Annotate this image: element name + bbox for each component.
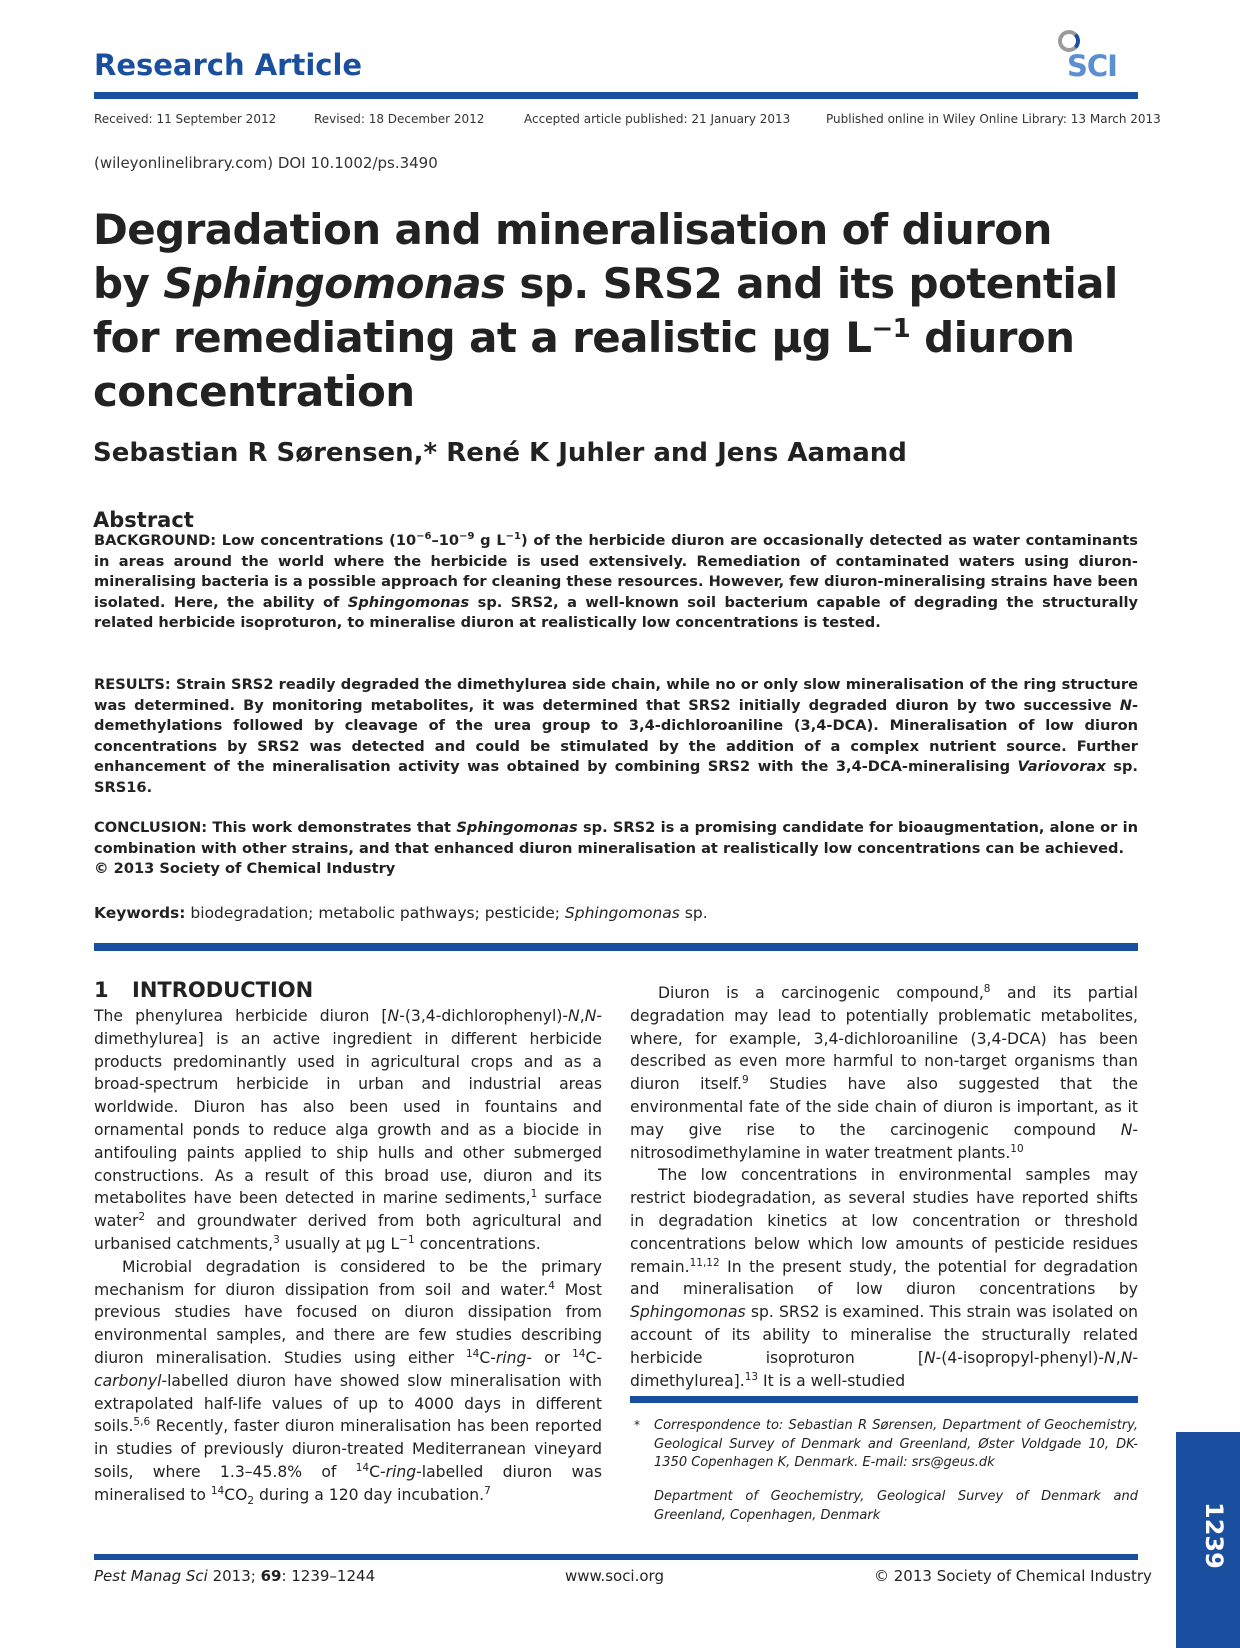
abstract-copyright: © 2013 Society of Chemical Industry [94, 860, 396, 877]
authors: Sebastian R Sørensen,* René K Juhler and Jens Aamand [93, 438, 907, 468]
doi: (wileyonlinelibrary.com) DOI 10.1002/ps.3490 [94, 154, 438, 172]
intro-paragraph-3: Diuron is a carcinogenic compound,$^8$ and its partial degradation may lead to potentially problematic metabolites, where, for example, 3,4-dichloroaniline (3,4-DCA) has been described as even more harmful to non-target organisms than diuron itself.$^9$ Studies have also suggested that the environmental fate of the side chain of diuron is important, as it may give rise to the carcinogenic compound N-nitrosodimethylamine in water treatment plants.$^{10}$ [630, 982, 1139, 1162]
footer-copyright: © 2013 Society of Chemical Industry [874, 1567, 1152, 1585]
abstract-heading: Abstract [93, 508, 194, 532]
title-line-4: concentration [93, 367, 415, 416]
received-date: Received: 11 September 2012 [94, 112, 277, 126]
title-genus: Sphingomonas [163, 259, 506, 308]
abstract-bottom-rule [94, 943, 1138, 951]
footnote-rule [630, 1396, 1138, 1403]
title-superscript: −1 [871, 314, 911, 344]
section-title: INTRODUCTION [132, 978, 314, 1002]
keywords: Keywords: biodegradation; metabolic pathways; pesticide; Sphingomonas sp. [94, 904, 708, 922]
title-line-2-by: by [93, 259, 164, 308]
page-number: 1239 [1200, 1502, 1228, 1569]
article-type-heading: Research Article [94, 48, 363, 82]
title-line-3: for remediating at a realistic μg L [93, 313, 872, 362]
correspondence-footnote: Correspondence to: Sebastian R Sørensen, Department of Geochemistry, Geological Survey of Denmark and Greenland, Øster Voldgade 10, DK-1350 Copenhagen K, Denmark. E-mail: srs@geus.dk [654, 1418, 1138, 1470]
body-column-left [94, 1005, 602, 1507]
article-title [93, 203, 1143, 419]
footer-citation: Pest Manag Sci 2013; 69: 1239–1244 [94, 1567, 376, 1585]
header-rule [94, 92, 1138, 99]
revised-date: Revised: 18 December 2012 [314, 112, 485, 126]
page-number-tab [1176, 1432, 1240, 1648]
footer-website: www.soci.org [565, 1567, 664, 1585]
sci-logo [1058, 30, 1138, 84]
section-number: 1 [94, 978, 109, 1002]
title-line-1: Degradation and mineralisation of diuron [93, 205, 1052, 254]
title-line-3-end: diuron [910, 313, 1075, 362]
sci-logo-text: SCI [1067, 49, 1117, 83]
body-column-right [630, 982, 1138, 1392]
title-line-2-rest: sp. SRS2 and its potential [505, 259, 1118, 308]
intro-paragraph-2: Microbial degradation is considered to be the primary mechanism for diuron dissipation from soil and water.$^4$ Most previous studies have focused on diuron dissipation from environmental samples, and there are few studies describing diuron mineralisation. Studies using either $^{14}$C-ring- or $^{14}$C-carbonyl-labelled diuron have showed slow mineralisation with extrapolated half-life values of up to 4000 days in different soils.$^{5,6}$ Recently, faster diuron mineralisation has been reported in studies of previously diuron-treated Mediterranean vineyard soils, where 1.3–45.8% of $^{14}$C-ring-labelled diuron was mineralised to $^{14}CO_2$ during a 120 day incubation.$^7$ [94, 1257, 602, 1507]
abstract-conclusion: CONCLUSION: This work demonstrates that Sphingomonas sp. SRS2 is a promising candidate for bioaugmentation, alone or in combination with other strains, and that enhanced diuron mineralisation at realistically low concentrations can be achieved. © 2013 Society of Chemical Industry [94, 819, 1138, 877]
abstract-background: BACKGROUND: Low concentrations ($10^{-6}-10^{-9}$ g $L^{-1}$) of the herbicide diuron are occasionally detected as water contaminants in areas around the world where the herbicide is used extensively. Remediation of contaminated waters using diuron-mineralising bacteria is a possible approach for cleaning these resources. However, few diuron-mineralising strains have been isolated. Here, the ability of Sphingomonas sp. SRS2, a well-known soil bacterium capable of degrading the structurally related herbicide isoproturon, to mineralise diuron at realistically low concentrations is tested. [94, 531, 1138, 631]
footer-rule [94, 1554, 1138, 1560]
published-date: Published online in Wiley Online Library: 13 March 2013 [826, 112, 1161, 126]
footnote-star: * [634, 1418, 640, 1432]
affiliation-footnote: Department of Geochemistry, Geological Survey of Denmark and Greenland, Copenhagen, Denmark [654, 1489, 1138, 1523]
keywords-label: Keywords: [94, 904, 186, 922]
section-heading-introduction [94, 978, 313, 1002]
intro-paragraph-1: The phenylurea herbicide diuron [N-(3,4-dichlorophenyl)-N,N-dimethylurea] is an active ingredient in different herbicide products predominantly used in agricultural crops and as a broad-spectrum herbicide in urban and industrial areas worldwide. Diuron has also been used in fountains and ornamental ponds to reduce alga growth and as a biocide in antifouling paints applied to ship hulls and other submerged constructions. As a result of this broad use, diuron and its metabolites have been detected in marine sediments,$^1$ surface water$^2$ and groundwater derived from both agricultural and urbanised catchments,$^3$ usually at μg $L^{-1}$ concentrations. [94, 1007, 602, 1253]
accepted-date: Accepted article published: 21 January 2013 [524, 112, 791, 126]
intro-paragraph-4: The low concentrations in environmental samples may restrict biodegradation, as several studies have reported shifts in degradation kinetics at low concentration or threshold concentrations below which low amounts of pesticide residues remain.$^{11,12}$ In the present study, the potential for degradation and mineralisation of low diuron concentrations by Sphingomonas sp. SRS2 is examined. This strain was isolated on account of its ability to mineralise the structurally related herbicide isoproturon [N-(4-isopropyl-phenyl)-N,N-dimethylurea].$^{13}$ It is a well-studied [630, 1166, 1138, 1390]
abstract-results: RESULTS: Strain SRS2 readily degraded the dimethylurea side chain, while no or only slow mineralisation of the ring structure was determined. By monitoring metabolites, it was determined that SRS2 initially degraded diuron by two successive N-demethylations followed by cleavage of the urea group to 3,4-dichloroaniline (3,4-DCA). Mineralisation of low diuron concentrations by SRS2 was detected and could be stimulated by the addition of a complex nutrient source. Further enhancement of the mineralisation activity was obtained by combining SRS2 with the 3,4-DCA-mineralising Variovorax sp. SRS16. [94, 676, 1138, 796]
